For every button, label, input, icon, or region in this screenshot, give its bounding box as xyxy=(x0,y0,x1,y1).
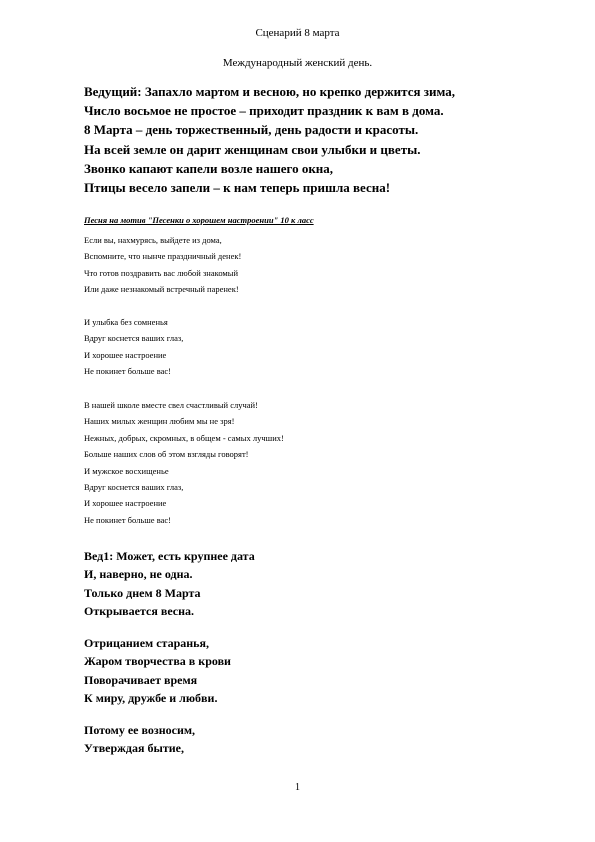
ved1-line: Вед1: Может, есть крупнее дата xyxy=(84,549,255,563)
ved1-line: К миру, дружбе и любви. xyxy=(84,691,218,706)
song-line: Не покинет больше вас! xyxy=(84,366,171,377)
document-title: Сценарий 8 марта xyxy=(255,27,340,39)
ved1-line: И, наверно, не одна. xyxy=(84,567,193,582)
song-line: Если вы, нахмурясь, выйдете из дома, xyxy=(84,235,222,245)
song-line: И мужское восхищенье xyxy=(84,465,169,476)
intro-line: Птицы весело запели – к нам теперь пришла весна! xyxy=(84,180,391,196)
ved1-line: Утверждая бытие, xyxy=(84,741,184,756)
song-line: И хорошее настроение xyxy=(84,349,167,360)
ved1-line: Поворачивает время xyxy=(84,672,198,687)
intro-line: Звонко капают капели возле нашего окна, xyxy=(84,160,334,176)
song-line: Вспомните, что нынче праздничный денек! xyxy=(84,251,242,262)
song-line: Вдруг коснется ваших глаз, xyxy=(84,482,184,493)
ved1-line: Отрицанием старанья, xyxy=(84,636,209,650)
song-stanza-1 xyxy=(84,232,564,298)
song-line: В нашей школе вместе свел счастливый случай! xyxy=(84,400,258,410)
intro-verse xyxy=(84,82,564,197)
ved1-stanza-3 xyxy=(84,721,564,758)
song-line: Больше наших слов об этом взгляды говорят! xyxy=(84,449,249,460)
song-line: Или даже незнакомый встречный паренек! xyxy=(84,284,239,295)
document-subtitle: Международный женский день. xyxy=(222,57,373,69)
song-line: Нежных, добрых, скромных, в общем - самых лучших! xyxy=(84,432,284,443)
intro-line: Число восьмое не простое – приходит праздник к вам в дома. xyxy=(84,103,444,119)
song-line: Не покинет больше вас! xyxy=(84,514,171,525)
intro-line: 8 Марта – день торжественный, день радости и красоты. xyxy=(84,122,419,138)
song-line: Что готов поздравить вас любой знакомый xyxy=(84,267,239,278)
ved1-line: Только днем 8 Марта xyxy=(84,585,201,600)
song-line: И хорошее настроение xyxy=(84,498,167,509)
intro-line: Ведущий: Запахло мартом и весною, но крепко держится зима, xyxy=(84,84,455,99)
song-title xyxy=(84,214,564,226)
song-line: Наших милых женщин любим мы не зря! xyxy=(84,416,235,427)
song-line: И улыбка без сомненья xyxy=(84,317,168,327)
page-number: 1 xyxy=(295,782,300,793)
ved1-line: Жаром творчества в крови xyxy=(84,654,231,669)
ved1-stanza-1 xyxy=(84,547,564,621)
song-title-text: Песня на мотив "Песенки о хорошем настроении" 10 к ласс xyxy=(84,215,314,225)
intro-line: На всей земле он дарит женщинам свои улыбки и цветы. xyxy=(84,141,421,157)
ved1-stanza-2 xyxy=(84,634,564,708)
song-stanza-2 xyxy=(84,314,564,380)
song-stanza-3 xyxy=(84,397,564,528)
song-line: Вдруг коснется ваших глаз, xyxy=(84,333,184,344)
ved1-line: Потому ее возносим, xyxy=(84,723,196,737)
ved1-line: Открывается весна. xyxy=(84,604,195,619)
